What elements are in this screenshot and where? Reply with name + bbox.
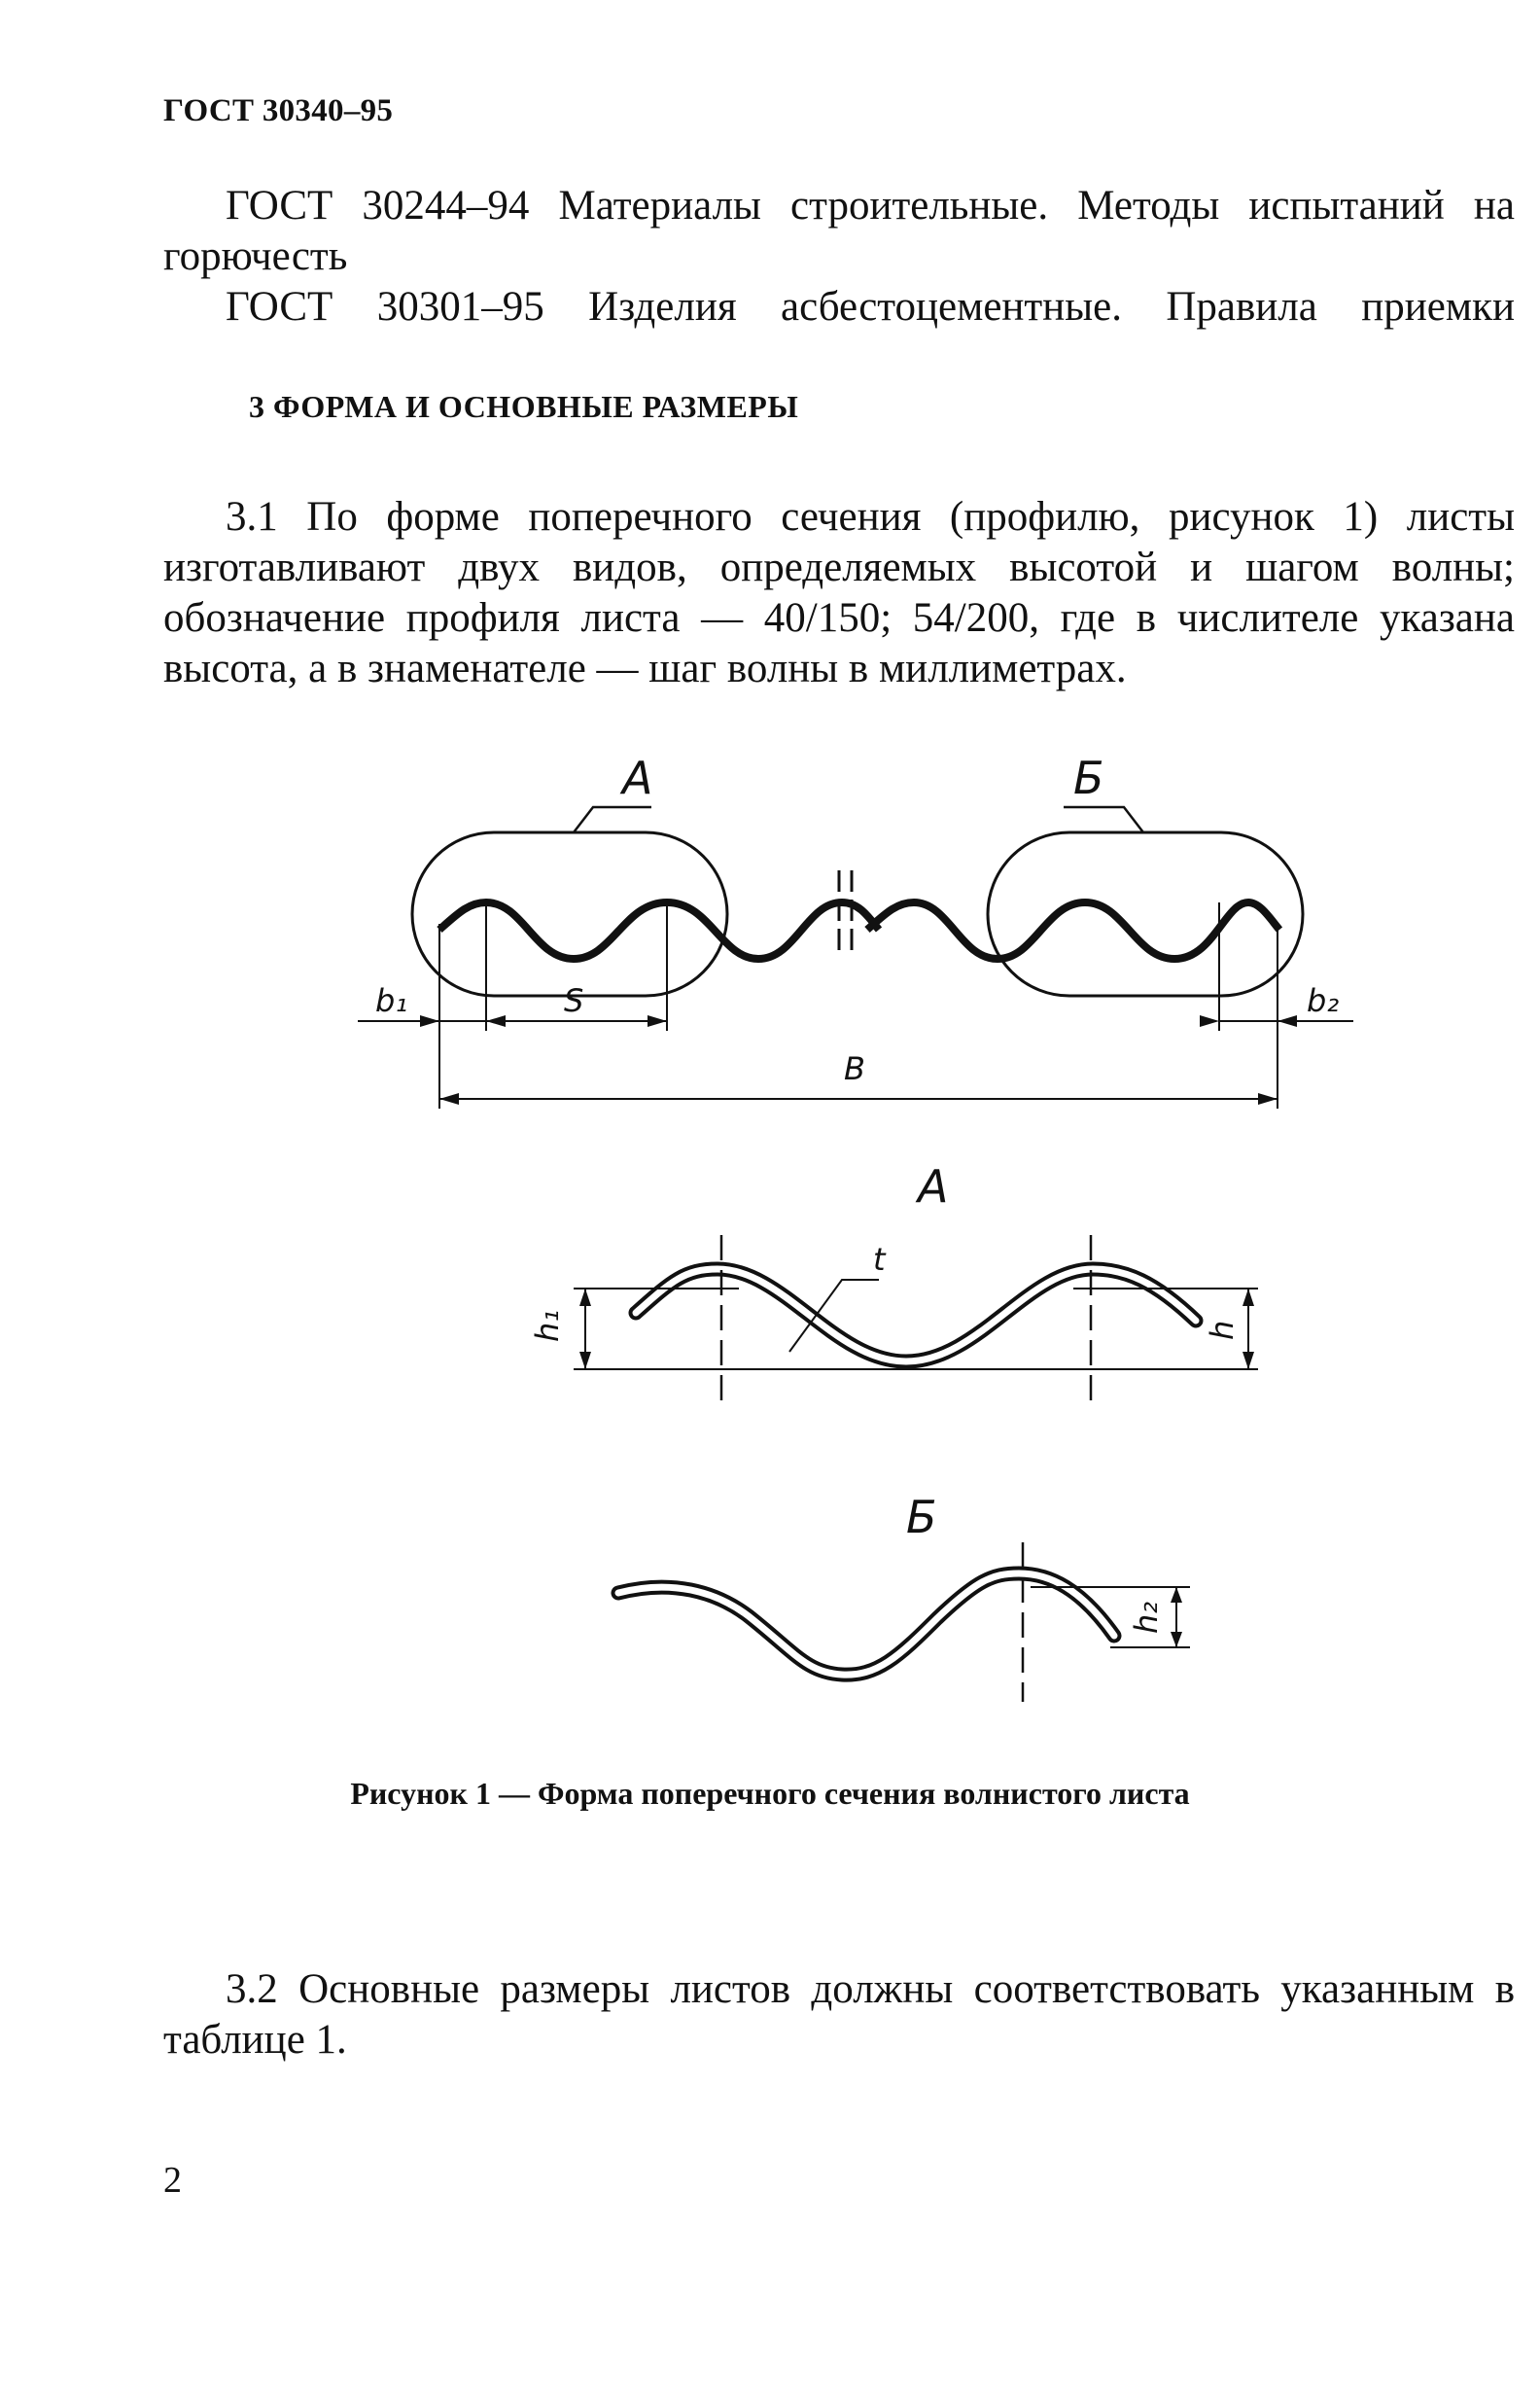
detail-title-a: A	[918, 1160, 949, 1213]
wave-profile	[439, 902, 1279, 959]
label-b2: b₂	[1307, 982, 1340, 1019]
detail-a-inner	[636, 1269, 1196, 1361]
label-s: S	[564, 982, 584, 1019]
figure-1-drawing	[0, 739, 1540, 1750]
leader-b	[1064, 807, 1143, 832]
callout-label-a: A	[622, 752, 653, 804]
label-h1: h₁	[529, 1309, 566, 1342]
section-title: 3 ФОРМА И ОСНОВНЫЕ РАЗМЕРЫ	[249, 389, 799, 424]
page-number: 2	[163, 2160, 182, 2201]
label-B: B	[844, 1050, 865, 1087]
detail-a-outer	[636, 1269, 1196, 1361]
label-t: t	[873, 1241, 886, 1278]
reference-gost-30301: ГОСТ 30301–95 Изделия асбестоцементные. Правила приемки	[226, 284, 1515, 330]
detail-title-b: Б	[906, 1491, 937, 1543]
leader-a	[574, 807, 651, 832]
label-b1: b₁	[375, 982, 408, 1019]
document-header: ГОСТ 30340–95	[163, 93, 394, 128]
detail-b-drawing	[618, 1542, 1190, 1702]
paragraph-3-1: 3.1 По форме поперечного сечения (профилю, рисунок 1) листы изготавливают двух видов, определяемых высотой и шагом волны; обозначение профиля листа — 40/150; 54/200, где в числителе указана высота, а в знаменателе — шаг волны в миллиметрах.	[163, 494, 1515, 691]
paragraph-3-2: 3.2 Основные размеры листов должны соответствовать указанным в таблице 1.	[163, 1966, 1515, 2063]
detail-a-drawing	[574, 1235, 1258, 1410]
callout-oval-b	[988, 832, 1303, 996]
label-h: h	[1204, 1320, 1241, 1340]
detail-b-inner	[618, 1573, 1114, 1675]
label-h2: h₂	[1128, 1601, 1165, 1634]
reference-gost-30244: ГОСТ 30244–94 Материалы строительные. Методы испытаний на горючесть	[163, 183, 1515, 279]
callout-label-b: Б	[1073, 752, 1104, 804]
figure-caption: Рисунок 1 — Форма поперечного сечения волнистого листа	[350, 1776, 1190, 1811]
